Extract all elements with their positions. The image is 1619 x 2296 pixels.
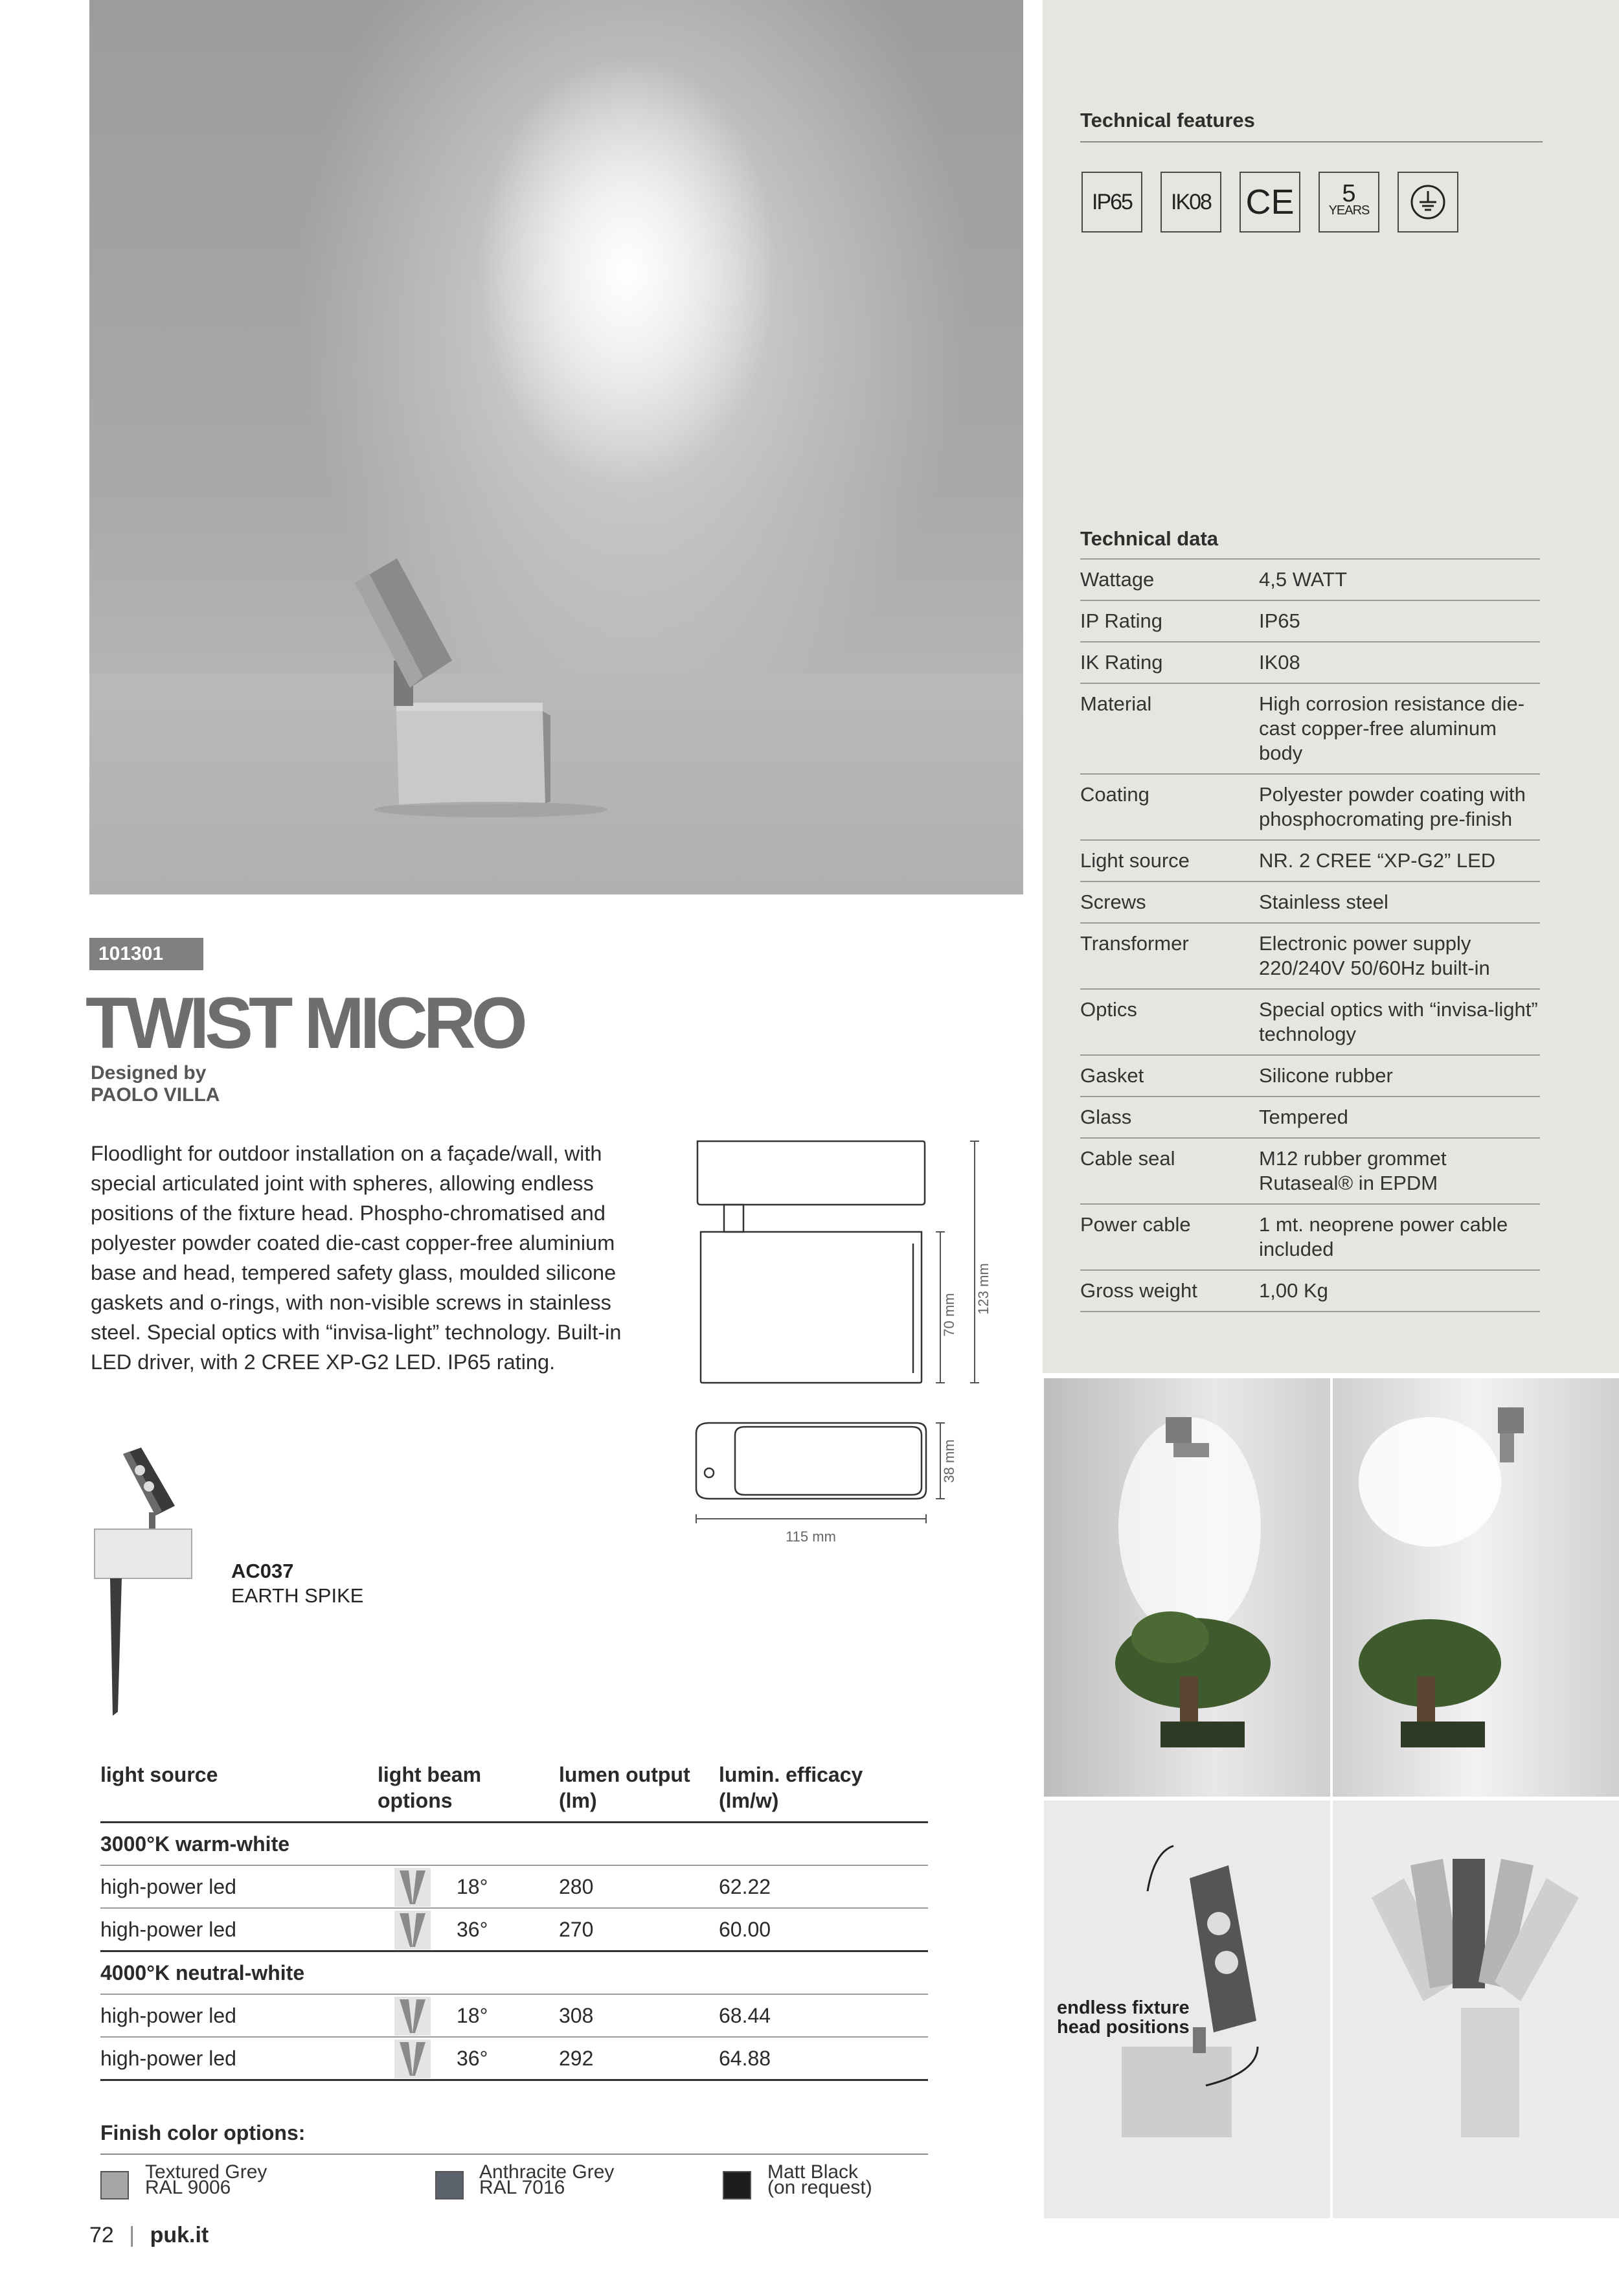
tech-data-value: Stainless steel: [1259, 891, 1388, 913]
tech-data-key: IK Rating: [1080, 651, 1163, 674]
depth-label: 38 mm: [941, 1439, 957, 1483]
technical-features-title: Technical features: [1080, 109, 1255, 131]
product-code-badge: 101301: [89, 938, 203, 970]
footer-separator: |: [129, 2223, 135, 2247]
table-row: [100, 1995, 928, 2038]
beam-icon: [394, 2040, 431, 2078]
technical-data-title: Technical data: [1080, 527, 1219, 550]
tech-data-row: [1080, 684, 1540, 775]
tech-data-row: [1080, 1056, 1540, 1097]
tech-data-key: IP Rating: [1080, 609, 1162, 632]
tech-data-value: Tempered: [1259, 1106, 1348, 1128]
tech-data-value: Silicone rubber: [1259, 1064, 1393, 1087]
cell-beam: 18°: [457, 2004, 488, 2027]
swatch-textured-grey: [100, 2171, 129, 2199]
divider: [100, 2154, 928, 2155]
cell-efficacy: 68.44: [719, 2004, 771, 2027]
tech-data-value: IP65: [1259, 609, 1300, 632]
table-row: [100, 2038, 928, 2081]
swatch-label-anthracite-grey: Anthracite Grey RAL 7016: [479, 2161, 615, 2198]
page-footer: [89, 2223, 209, 2248]
cell-lumen: 292: [559, 2047, 594, 2070]
group-header-row: [100, 1823, 928, 1866]
group-name: 3000°K warm-white: [100, 1832, 290, 1856]
tech-data-row: [1080, 990, 1540, 1056]
table-body: [100, 1823, 928, 2081]
product-title: TWIST MICRO: [85, 983, 523, 1063]
tech-data-key: Gross weight: [1080, 1279, 1197, 1302]
tech-data-key: Glass: [1080, 1106, 1132, 1128]
swatch-matt-black: [723, 2171, 751, 2199]
cell-efficacy: 60.00: [719, 1918, 771, 1941]
gallery-multi-position: [1333, 1801, 1619, 2218]
swatch-anthracite-grey: [435, 2171, 464, 2199]
tech-data-key: Screws: [1080, 891, 1146, 913]
head-positions-callout: endless fixture head positions: [1057, 1997, 1190, 2038]
gallery-photo-bonsai-1: [1044, 1378, 1330, 1797]
finish-title: Finish color options:: [100, 2121, 306, 2144]
cell-beam: 36°: [457, 2047, 488, 2070]
hero-photo: [89, 0, 1023, 894]
tech-data-key: Gasket: [1080, 1064, 1144, 1087]
warranty-icon: 5 YEARS: [1319, 172, 1379, 233]
designed-by-label: Designed by: [91, 1062, 207, 1084]
cell-source: high-power led: [100, 1918, 236, 1941]
performance-table: [100, 1755, 928, 2081]
tech-data-value: IK08: [1259, 651, 1300, 674]
width-label: 115 mm: [786, 1529, 836, 1545]
earth-ground-icon: [1398, 172, 1458, 233]
beam-icon: [394, 1911, 431, 1949]
tech-data-row: [1080, 775, 1540, 841]
beam-icon: [394, 1868, 431, 1907]
tech-data-value: High corrosion resistance die-cast copper-free aluminum body: [1259, 692, 1525, 764]
cell-efficacy: 62.22: [719, 1875, 771, 1898]
cell-efficacy: 64.88: [719, 2047, 771, 2070]
height-total-label: 123 mm: [975, 1263, 991, 1315]
cell-lumen: 270: [559, 1918, 594, 1941]
tech-data-key: Light source: [1080, 849, 1190, 872]
technical-data-table: [1080, 558, 1540, 1312]
tech-data-row: [1080, 560, 1540, 601]
header-light-source: light source: [100, 1763, 218, 1786]
tech-data-key: Power cable: [1080, 1213, 1191, 1236]
tech-data-value: Electronic power supply 220/240V 50/60Hz built-in: [1259, 932, 1490, 979]
cell-source: high-power led: [100, 2004, 236, 2027]
tech-data-key: Material: [1080, 692, 1152, 715]
tech-data-row: [1080, 601, 1540, 642]
cell-source: high-power led: [100, 2047, 236, 2070]
hero-fixture-illustration: [89, 0, 1023, 894]
tech-data-row: [1080, 1097, 1540, 1139]
ip65-icon: IP65: [1081, 172, 1142, 233]
divider: [1080, 141, 1543, 142]
tech-data-key: Cable seal: [1080, 1147, 1175, 1170]
accessory-code: AC037: [231, 1560, 294, 1582]
height-base-label: 70 mm: [941, 1293, 957, 1337]
accessory-name: EARTH SPIKE: [231, 1584, 364, 1607]
cell-source: high-power led: [100, 1875, 236, 1898]
footer-site-link[interactable]: puk.it: [150, 2223, 209, 2247]
tech-data-row: [1080, 882, 1540, 924]
tech-data-key: Transformer: [1080, 932, 1189, 955]
page-number: 72: [89, 2223, 114, 2247]
tech-data-value: 1,00 Kg: [1259, 1279, 1328, 1302]
tech-data-row: [1080, 841, 1540, 882]
ce-mark-icon: CE: [1240, 172, 1300, 233]
group-name: 4000°K neutral-white: [100, 1961, 305, 1984]
tech-data-row: [1080, 1139, 1540, 1205]
tech-data-key: Coating: [1080, 783, 1149, 806]
header-lumen-output: lumen output (lm): [559, 1763, 690, 1812]
tech-data-key: Optics: [1080, 998, 1137, 1021]
cell-beam: 36°: [457, 1918, 488, 1941]
earth-spike-image: [84, 1441, 194, 1726]
tech-data-key: Wattage: [1080, 568, 1155, 591]
header-efficacy: lumin. efficacy (lm/w): [719, 1763, 863, 1812]
tech-data-value: NR. 2 CREE “XP-G2” LED: [1259, 849, 1496, 872]
tech-data-value: 1 mt. neoprene power cable included: [1259, 1213, 1508, 1260]
header-light-beam: light beam options: [378, 1763, 482, 1812]
cell-lumen: 280: [559, 1875, 594, 1898]
designer-name: PAOLO VILLA: [91, 1084, 220, 1106]
tech-data-value: M12 rubber grommet Rutaseal® in EPDM: [1259, 1147, 1447, 1194]
table-row: [100, 1909, 928, 1952]
swatch-label-textured-grey: Textured Grey RAL 9006: [145, 2161, 267, 2198]
table-row: [100, 1866, 928, 1909]
tech-data-value: Special optics with “invisa-light” technology: [1259, 998, 1538, 1045]
product-description: Floodlight for outdoor installation on a façade/wall, with special articulated joint with spheres, allowing endless positions of the fixture head. Phospho-chromatised and polyester powder coated die-cast copper-free aluminium base and head, tempered safety glass, moulded silicone gaskets and o-rings, with non-visible screws in stainless steel. Special optics with “invisa-light” technology. Built-in LED driver, with 2 CREE XP-G2 LED. IP65 rating.: [91, 1142, 622, 1374]
tech-data-value: Polyester powder coating with phosphocromating pre-finish: [1259, 783, 1526, 830]
gallery-photo-bonsai-2: [1333, 1378, 1619, 1797]
tech-data-row: [1080, 642, 1540, 684]
table-header: [100, 1755, 928, 1823]
tech-data-row: [1080, 1271, 1540, 1312]
tech-data-value: 4,5 WATT: [1259, 568, 1348, 591]
tech-data-row: [1080, 924, 1540, 990]
group-header-row: [100, 1952, 928, 1995]
swatch-label-matt-black: Matt Black (on request): [767, 2161, 872, 2198]
cell-beam: 18°: [457, 1875, 488, 1898]
designer-credit: [91, 1062, 220, 1106]
cell-lumen: 308: [559, 2004, 594, 2027]
beam-icon: [394, 1997, 431, 2036]
tech-data-row: [1080, 1205, 1540, 1271]
dimension-drawing: [674, 1127, 1049, 1554]
ik08-icon: IK08: [1160, 172, 1221, 233]
